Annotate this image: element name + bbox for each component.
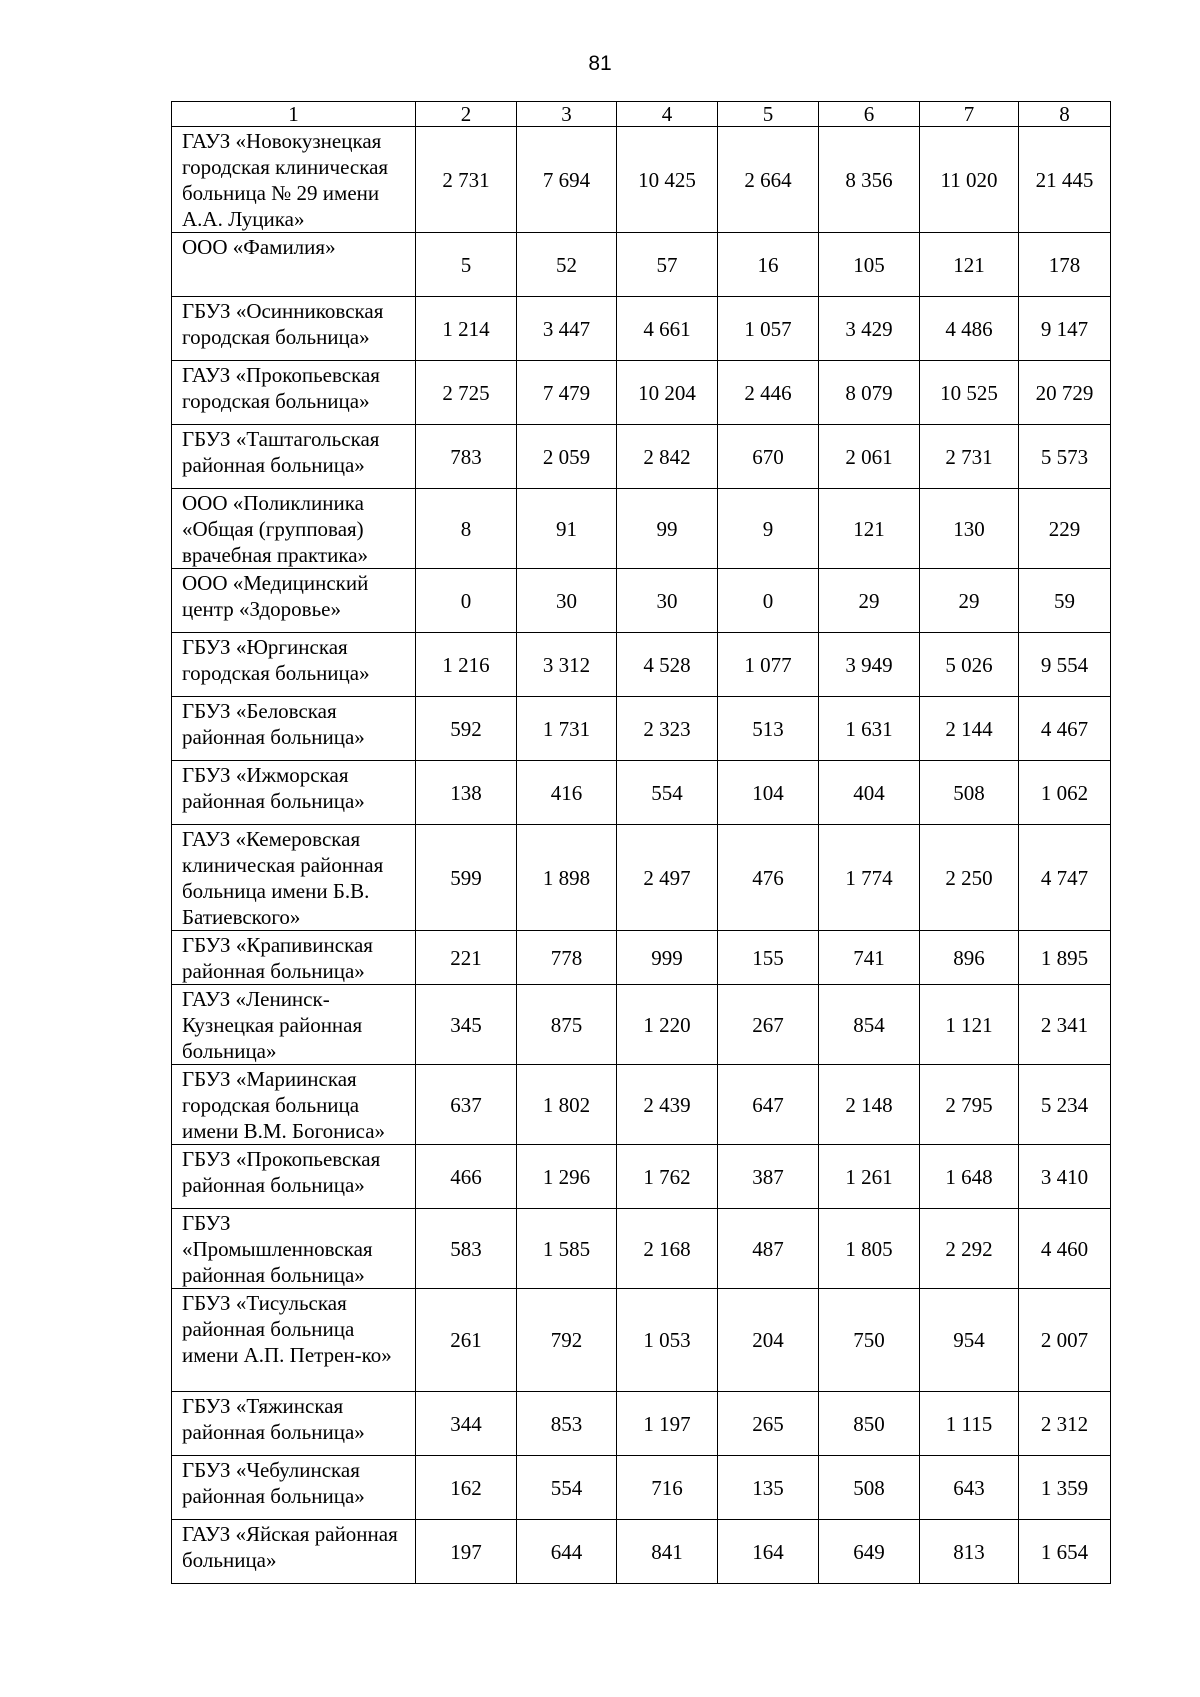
value-cell: 599 (416, 825, 517, 931)
value-cell: 105 (819, 233, 920, 297)
value-cell: 29 (819, 569, 920, 633)
value-cell: 30 (617, 569, 718, 633)
value-cell: 592 (416, 697, 517, 761)
value-cell: 1 062 (1019, 761, 1111, 825)
value-cell: 1 220 (617, 985, 718, 1065)
value-cell: 1 115 (920, 1392, 1019, 1456)
value-cell: 508 (920, 761, 1019, 825)
value-cell: 813 (920, 1520, 1019, 1584)
organization-name: ООО «Фамилия» (172, 233, 416, 297)
value-cell: 2 439 (617, 1065, 718, 1145)
value-cell: 637 (416, 1065, 517, 1145)
value-cell: 4 528 (617, 633, 718, 697)
organization-name: ГАУЗ «Яйская районная больница» (172, 1520, 416, 1584)
value-cell: 265 (718, 1392, 819, 1456)
value-cell: 5 234 (1019, 1065, 1111, 1145)
value-cell: 2 664 (718, 127, 819, 233)
table-row (172, 1289, 1111, 1392)
value-cell: 121 (920, 233, 1019, 297)
value-cell: 716 (617, 1456, 718, 1520)
value-cell: 841 (617, 1520, 718, 1584)
value-cell: 2 341 (1019, 985, 1111, 1065)
organization-name: ГБУЗ «Мариинская городская больница имени В.М. Богониса» (172, 1065, 416, 1145)
value-cell: 1 774 (819, 825, 920, 931)
value-cell: 1 648 (920, 1145, 1019, 1209)
value-cell: 10 425 (617, 127, 718, 233)
table-row (172, 1145, 1111, 1209)
value-cell: 11 020 (920, 127, 1019, 233)
value-cell: 59 (1019, 569, 1111, 633)
value-cell: 1 762 (617, 1145, 718, 1209)
value-cell: 91 (517, 489, 617, 569)
value-cell: 9 (718, 489, 819, 569)
table-row (172, 1520, 1111, 1584)
value-cell: 1 214 (416, 297, 517, 361)
value-cell: 853 (517, 1392, 617, 1456)
organization-name: ООО «Поликлиника «Общая (групповая) врачебная практика» (172, 489, 416, 569)
value-cell: 513 (718, 697, 819, 761)
value-cell: 2 148 (819, 1065, 920, 1145)
value-cell: 5 (416, 233, 517, 297)
value-cell: 387 (718, 1145, 819, 1209)
value-cell: 792 (517, 1289, 617, 1392)
value-cell: 1 077 (718, 633, 819, 697)
column-header: 2 (416, 102, 517, 127)
value-cell: 1 802 (517, 1065, 617, 1145)
value-cell: 896 (920, 931, 1019, 985)
value-cell: 1 359 (1019, 1456, 1111, 1520)
value-cell: 778 (517, 931, 617, 985)
value-cell: 20 729 (1019, 361, 1111, 425)
value-cell: 2 446 (718, 361, 819, 425)
value-cell: 4 747 (1019, 825, 1111, 931)
value-cell: 2 842 (617, 425, 718, 489)
value-cell: 164 (718, 1520, 819, 1584)
value-cell: 1 296 (517, 1145, 617, 1209)
value-cell: 204 (718, 1289, 819, 1392)
value-cell: 3 429 (819, 297, 920, 361)
value-cell: 999 (617, 931, 718, 985)
value-cell: 2 250 (920, 825, 1019, 931)
value-cell: 99 (617, 489, 718, 569)
value-cell: 155 (718, 931, 819, 985)
value-cell: 1 261 (819, 1145, 920, 1209)
value-cell: 3 447 (517, 297, 617, 361)
value-cell: 2 168 (617, 1209, 718, 1289)
value-cell: 30 (517, 569, 617, 633)
value-cell: 7 479 (517, 361, 617, 425)
value-cell: 2 061 (819, 425, 920, 489)
value-cell: 2 725 (416, 361, 517, 425)
organization-name: ГБУЗ «Осинниковская городская больница» (172, 297, 416, 361)
value-cell: 0 (416, 569, 517, 633)
organization-name: ГАУЗ «Кемеровская клиническая районная больница имени Б.В. Батиевского» (172, 825, 416, 931)
value-cell: 850 (819, 1392, 920, 1456)
value-cell: 21 445 (1019, 127, 1111, 233)
value-cell: 416 (517, 761, 617, 825)
value-cell: 9 554 (1019, 633, 1111, 697)
table-row (172, 569, 1111, 633)
data-table (171, 101, 1111, 1584)
value-cell: 954 (920, 1289, 1019, 1392)
value-cell: 4 460 (1019, 1209, 1111, 1289)
page-number: 81 (588, 52, 612, 75)
table-row (172, 761, 1111, 825)
table-row (172, 297, 1111, 361)
value-cell: 1 057 (718, 297, 819, 361)
column-header: 7 (920, 102, 1019, 127)
organization-name: ГБУЗ «Беловская районная больница» (172, 697, 416, 761)
organization-name: ГБУЗ «Прокопьевская районная больница» (172, 1145, 416, 1209)
table-body (172, 127, 1111, 1584)
value-cell: 3 312 (517, 633, 617, 697)
organization-name: ГБУЗ «Тисульская районная больница имени А.П. Петрен-ко» (172, 1289, 416, 1392)
value-cell: 221 (416, 931, 517, 985)
table-row (172, 825, 1111, 931)
table-row (172, 1209, 1111, 1289)
organization-name: ООО «Медицинский центр «Здоровье» (172, 569, 416, 633)
value-cell: 9 147 (1019, 297, 1111, 361)
value-cell: 4 486 (920, 297, 1019, 361)
value-cell: 1 895 (1019, 931, 1111, 985)
value-cell: 554 (517, 1456, 617, 1520)
value-cell: 4 661 (617, 297, 718, 361)
value-cell: 197 (416, 1520, 517, 1584)
value-cell: 1 121 (920, 985, 1019, 1065)
value-cell: 1 197 (617, 1392, 718, 1456)
table-row (172, 633, 1111, 697)
column-header: 8 (1019, 102, 1111, 127)
organization-name: ГБУЗ «Таштагольская районная больница» (172, 425, 416, 489)
value-cell: 854 (819, 985, 920, 1065)
value-cell: 2 007 (1019, 1289, 1111, 1392)
value-cell: 487 (718, 1209, 819, 1289)
value-cell: 1 654 (1019, 1520, 1111, 1584)
value-cell: 3 410 (1019, 1145, 1111, 1209)
value-cell: 404 (819, 761, 920, 825)
value-cell: 741 (819, 931, 920, 985)
value-cell: 130 (920, 489, 1019, 569)
value-cell: 344 (416, 1392, 517, 1456)
value-cell: 5 573 (1019, 425, 1111, 489)
value-cell: 670 (718, 425, 819, 489)
value-cell: 52 (517, 233, 617, 297)
value-cell: 466 (416, 1145, 517, 1209)
value-cell: 138 (416, 761, 517, 825)
value-cell: 1 585 (517, 1209, 617, 1289)
value-cell: 1 805 (819, 1209, 920, 1289)
value-cell: 2 292 (920, 1209, 1019, 1289)
table-row (172, 425, 1111, 489)
value-cell: 16 (718, 233, 819, 297)
table-row (172, 985, 1111, 1065)
value-cell: 1 898 (517, 825, 617, 931)
value-cell: 643 (920, 1456, 1019, 1520)
header-row (172, 102, 1111, 127)
value-cell: 2 312 (1019, 1392, 1111, 1456)
value-cell: 3 949 (819, 633, 920, 697)
value-cell: 750 (819, 1289, 920, 1392)
value-cell: 229 (1019, 489, 1111, 569)
table-row (172, 697, 1111, 761)
table-row (172, 361, 1111, 425)
value-cell: 10 204 (617, 361, 718, 425)
table-row (172, 489, 1111, 569)
organization-name: ГБУЗ «Крапивинская районная больница» (172, 931, 416, 985)
table-row (172, 1392, 1111, 1456)
column-header: 6 (819, 102, 920, 127)
value-cell: 162 (416, 1456, 517, 1520)
value-cell: 2 731 (416, 127, 517, 233)
value-cell: 8 (416, 489, 517, 569)
value-cell: 104 (718, 761, 819, 825)
table-row (172, 1456, 1111, 1520)
value-cell: 267 (718, 985, 819, 1065)
value-cell: 57 (617, 233, 718, 297)
value-cell: 0 (718, 569, 819, 633)
organization-name: ГАУЗ «Ленинск-Кузнецкая районная больница» (172, 985, 416, 1065)
organization-name: ГБУЗ «Юргинская городская больница» (172, 633, 416, 697)
value-cell: 647 (718, 1065, 819, 1145)
organization-name: ГБУЗ «Ижморская районная больница» (172, 761, 416, 825)
value-cell: 8 356 (819, 127, 920, 233)
value-cell: 554 (617, 761, 718, 825)
value-cell: 1 731 (517, 697, 617, 761)
value-cell: 261 (416, 1289, 517, 1392)
column-header: 4 (617, 102, 718, 127)
column-header: 3 (517, 102, 617, 127)
organization-name: ГБУЗ «Промышленновская районная больница» (172, 1209, 416, 1289)
table-row (172, 233, 1111, 297)
value-cell: 4 467 (1019, 697, 1111, 761)
value-cell: 121 (819, 489, 920, 569)
value-cell: 583 (416, 1209, 517, 1289)
organization-name: ГАУЗ «Новокузнецкая городская клиническая больница № 29 имени А.А. Луцика» (172, 127, 416, 233)
value-cell: 783 (416, 425, 517, 489)
column-header: 1 (172, 102, 416, 127)
value-cell: 8 079 (819, 361, 920, 425)
value-cell: 875 (517, 985, 617, 1065)
value-cell: 476 (718, 825, 819, 931)
value-cell: 1 053 (617, 1289, 718, 1392)
value-cell: 644 (517, 1520, 617, 1584)
table-row (172, 127, 1111, 233)
value-cell: 508 (819, 1456, 920, 1520)
organization-name: ГАУЗ «Прокопьевская городская больница» (172, 361, 416, 425)
value-cell: 2 059 (517, 425, 617, 489)
organization-name: ГБУЗ «Тяжинская районная больница» (172, 1392, 416, 1456)
value-cell: 649 (819, 1520, 920, 1584)
table-row (172, 1065, 1111, 1145)
value-cell: 29 (920, 569, 1019, 633)
value-cell: 1 216 (416, 633, 517, 697)
value-cell: 2 795 (920, 1065, 1019, 1145)
value-cell: 2 731 (920, 425, 1019, 489)
value-cell: 10 525 (920, 361, 1019, 425)
value-cell: 178 (1019, 233, 1111, 297)
table-row (172, 931, 1111, 985)
column-header: 5 (718, 102, 819, 127)
organization-name: ГБУЗ «Чебулинская районная больница» (172, 1456, 416, 1520)
value-cell: 1 631 (819, 697, 920, 761)
value-cell: 2 144 (920, 697, 1019, 761)
value-cell: 2 323 (617, 697, 718, 761)
value-cell: 345 (416, 985, 517, 1065)
value-cell: 2 497 (617, 825, 718, 931)
value-cell: 7 694 (517, 127, 617, 233)
value-cell: 135 (718, 1456, 819, 1520)
value-cell: 5 026 (920, 633, 1019, 697)
